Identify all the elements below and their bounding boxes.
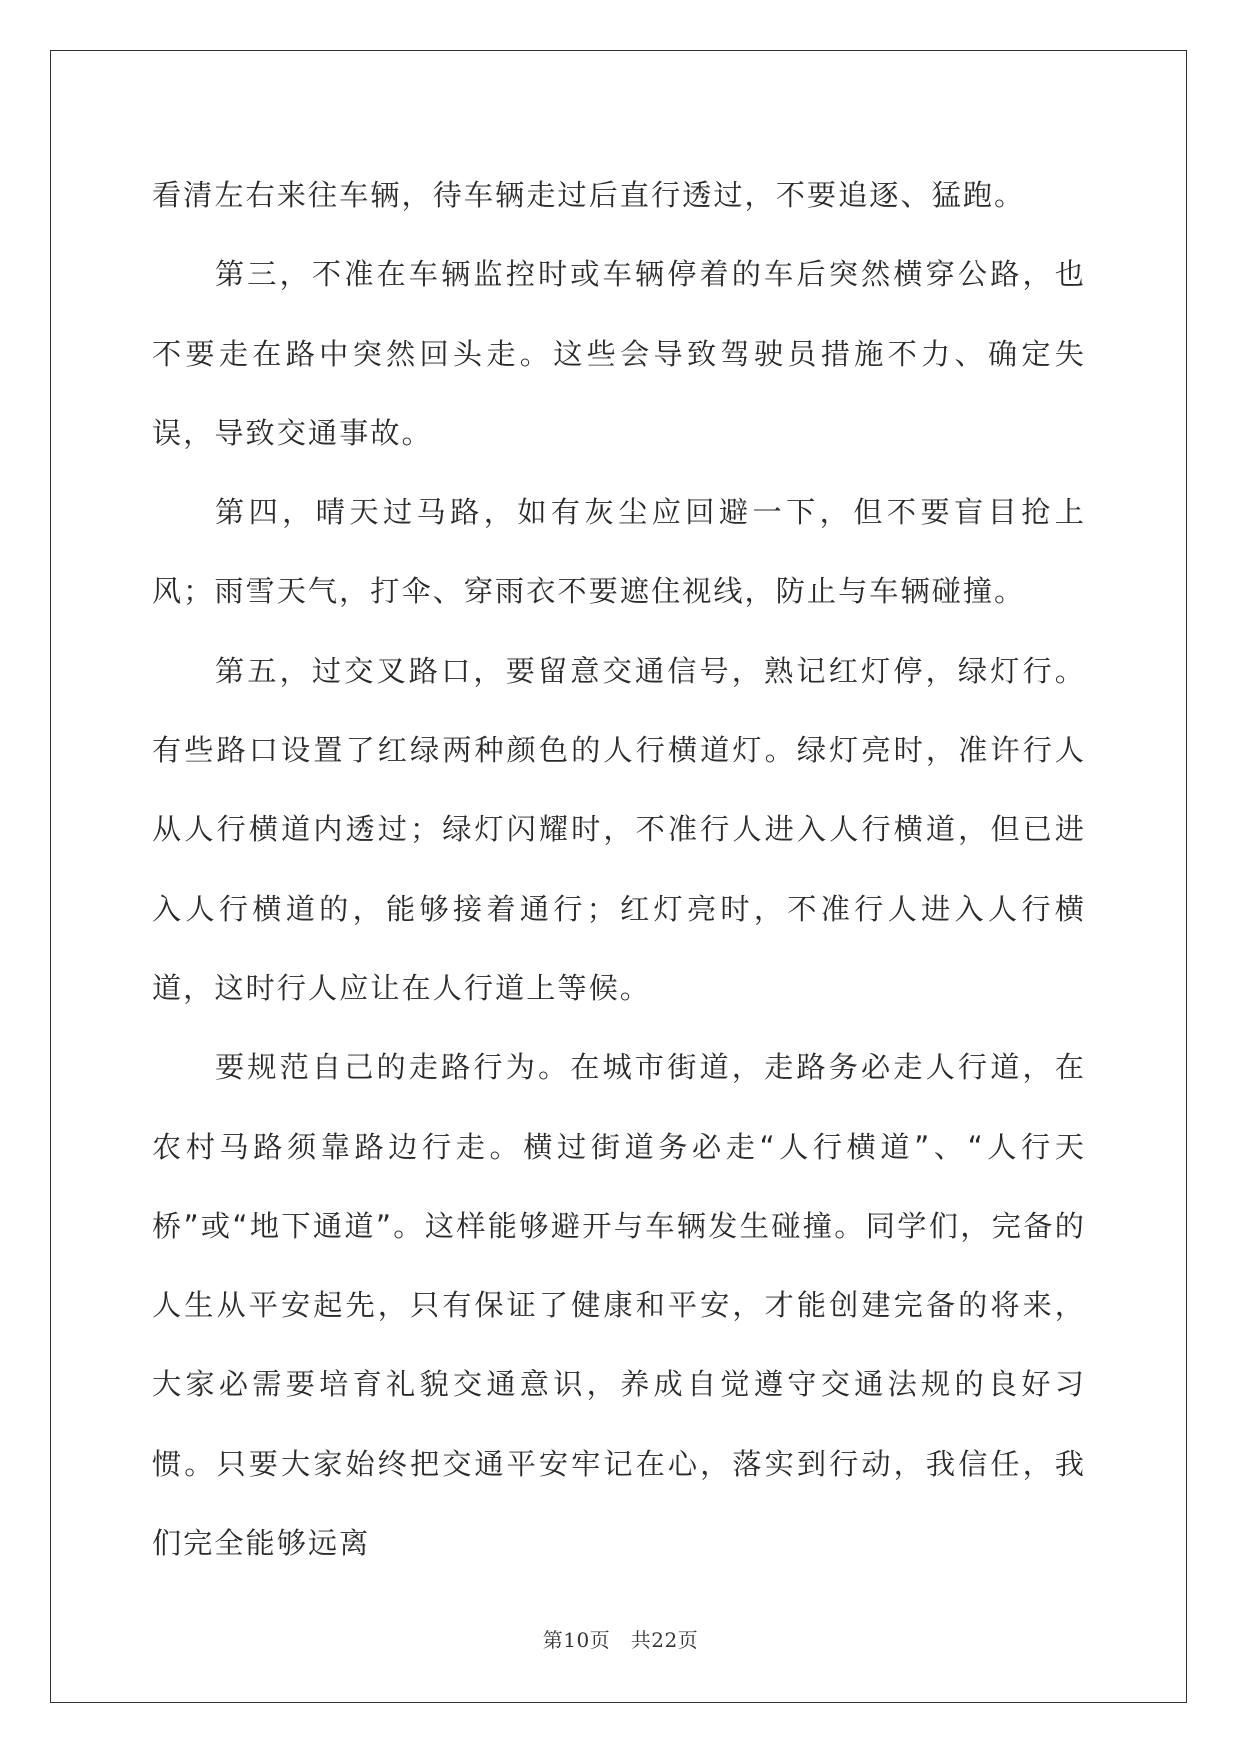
document-body: [152, 156, 1086, 1583]
paragraph-3: 第四，晴天过马路，如有灰尘应回避一下，但不要盲目抢上风；雨雪天气，打伞、穿雨衣不要遮住视线，防止与车辆碰撞。: [152, 495, 1086, 609]
paragraph-2: 第三，不准在车辆监控时或车辆停着的车后突然横穿公路，也不要走在路中突然回头走。这些会导致驾驶员措施不力、确定失误，导致交通事故。: [152, 257, 1086, 450]
paragraph-5: 要规范自己的走路行为。在城市街道，走路务必走人行道，在农村马路须靠路边行走。横过街道务必走“人行横道”、“人行天桥”或“地下通道”。这样能够避开与车辆发生碰撞。同学们，完备的人生从平安起先，只有保证了健康和平安，才能创建完备的将来，大家必需要培育礼貌交通意识，养成自觉遵守交通法规的良好习惯。只要大家始终把交通平安牢记在心，落实到行动，我信任，我们完全能够远离: [152, 1050, 1086, 1561]
paragraph-4: 第五，过交叉路口，要留意交通信号，熟记红灯停，绿灯行。有些路口设置了红绿两种颜色的人行横道灯。绿灯亮时，准许行人从人行横道内透过；绿灯闪耀时，不准行人进入人行横道，但已进入人行横道的，能够接着通行；红灯亮时，不准行人进入人行横道，这时行人应让在人行道上等候。: [152, 653, 1086, 1005]
page-number-footer: 第10页 共22页: [542, 1628, 699, 1652]
paragraph-1: 看清左右来往车辆，待车辆走过后直行透过，不要追逐、猛跑。: [152, 178, 1026, 212]
